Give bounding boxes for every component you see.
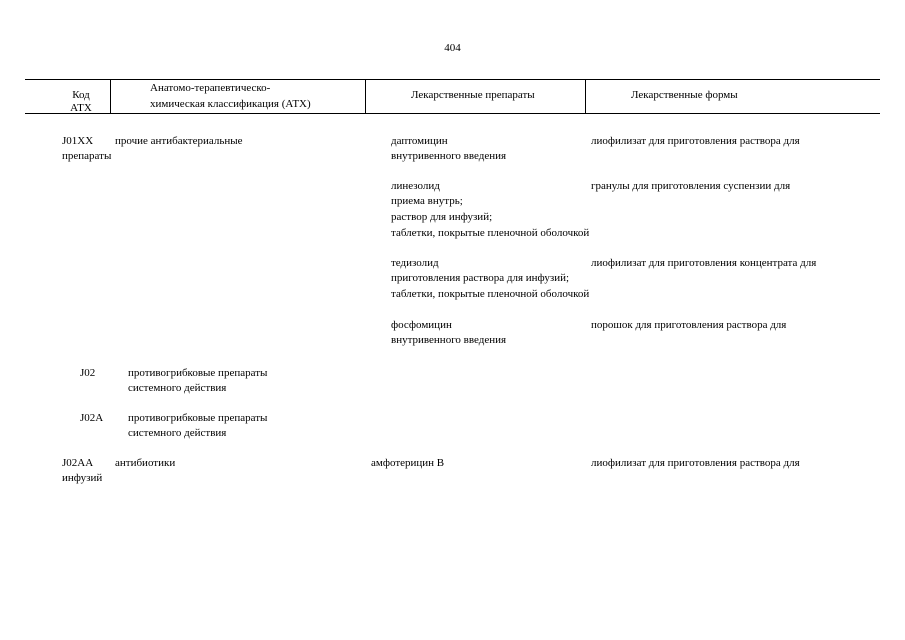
column-divider — [365, 80, 366, 113]
table-header-bottom-rule — [25, 113, 880, 114]
column-divider — [585, 80, 586, 113]
dosage-form-continuation: таблетки, покрытые пленочной оболочкой — [391, 227, 590, 239]
dosage-form: лиофилизат для приготовления раствора для — [591, 135, 800, 147]
header-code — [60, 89, 102, 115]
atc-name: противогрибковые препараты — [128, 367, 268, 379]
atc-code: J02 — [80, 367, 96, 379]
header-code-line: Код — [72, 89, 90, 101]
atc-name: антибиотики — [115, 457, 176, 469]
atc-name-continuation: инфузий — [62, 472, 103, 484]
drug-name: даптомицин — [391, 135, 448, 147]
header-drugs: Лекарственные препараты — [411, 89, 535, 101]
drug-name: линезолид — [391, 180, 440, 192]
drug-name: фосфомицин — [391, 319, 452, 331]
dosage-form-continuation: таблетки, покрытые пленочной оболочкой — [391, 288, 590, 300]
page-number: 404 — [444, 42, 461, 54]
header-code-line: АТХ — [70, 102, 92, 114]
atc-code: J01XX — [62, 135, 94, 147]
atc-name-continuation: системного действия — [128, 382, 227, 394]
table-header-top-rule — [25, 79, 880, 80]
dosage-form: порошок для приготовления раствора для — [591, 319, 787, 331]
dosage-form: лиофилизат для приготовления концентрата для — [591, 257, 817, 269]
drug-name: амфотерицин В — [371, 457, 445, 469]
dosage-form-continuation: внутривенного введения — [391, 334, 507, 346]
atc-code: J02A — [80, 412, 104, 424]
atc-name-continuation: препараты — [62, 150, 112, 162]
dosage-form: гранулы для приготовления суспензии для — [591, 180, 791, 192]
atc-name: прочие антибактериальные — [115, 135, 243, 147]
header-forms: Лекарственные формы — [631, 89, 738, 101]
dosage-form-continuation: внутривенного введения — [391, 150, 507, 162]
atc-name-continuation: системного действия — [128, 427, 227, 439]
dosage-form: лиофилизат для приготовления раствора для — [591, 457, 800, 469]
column-divider — [110, 80, 111, 113]
header-classification — [150, 82, 311, 111]
dosage-form-continuation: раствор для инфузий; — [391, 211, 493, 223]
header-classification-line: Анатомо-терапевтическо- — [150, 82, 271, 94]
atc-name: противогрибковые препараты — [128, 412, 268, 424]
header-classification-line: химическая классификация (АТХ) — [150, 98, 311, 110]
atc-code: J02AA — [62, 457, 94, 469]
dosage-form-continuation: приема внутрь; — [391, 195, 463, 207]
drug-name: тедизолид — [391, 257, 439, 269]
dosage-form-continuation: приготовления раствора для инфузий; — [391, 272, 570, 284]
